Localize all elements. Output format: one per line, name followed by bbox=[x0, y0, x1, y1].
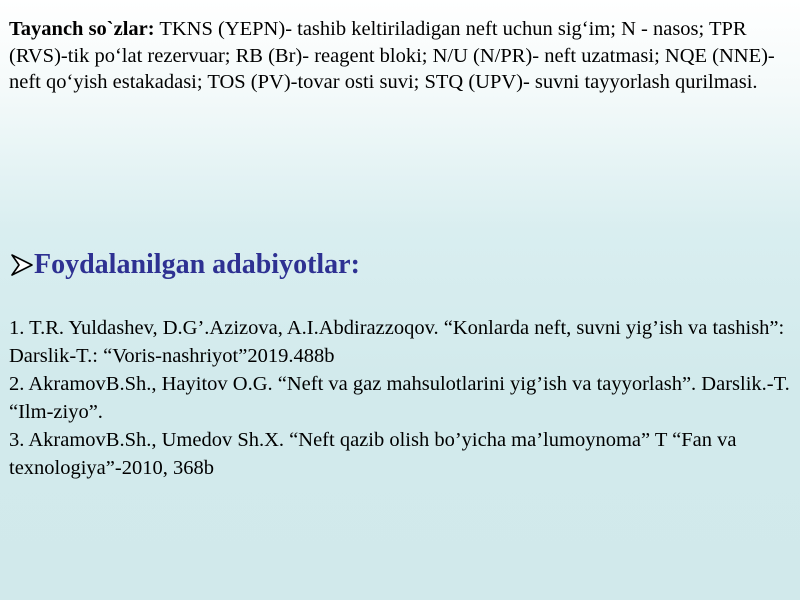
keywords-text: TKNS (YEPN)- tashib keltiriladigan neft uchun sig‘im; N - nasos; TPR (RVS)-tik po‘lat rezervuar; RB (Br)- reagent bloki; N/U (N/PR)- neft uzatmasi; NQE (NNE)-neft qo‘yish estakadasi; TOS (PV)-tovar osti suvi; STQ (UPV)- suvni tayyorlash qurilmasi. bbox=[9, 18, 775, 93]
reference-item-3: 3. AkramovB.Sh., Umedov Sh.X. “Neft qazib olish bo’yicha ma’lumoynoma” T “Fan va texnologiya”-2010, 368b bbox=[9, 429, 737, 479]
reference-item-1: 1. T.R. Yuldashev, D.G’.Azizova, A.I.Abdirazzoqov. “Konlarda neft, suvni yig’ish va tashish”: Darslik-T.: “Voris-nashriyot”2019.488b bbox=[9, 317, 785, 367]
reference-item-2: 2. AkramovB.Sh., Hayitov O.G. “Neft va gaz mahsulotlarini yig’ish va tayyorlash”. Darslik.-T. “Ilm-ziyo”. bbox=[9, 373, 790, 423]
keywords-paragraph bbox=[9, 16, 789, 96]
references-list bbox=[9, 314, 794, 482]
references-heading bbox=[10, 248, 360, 282]
references-heading-text: Foydalanilgan adabiyotlar: bbox=[34, 249, 360, 280]
arrow-bullet-icon bbox=[10, 251, 34, 279]
keywords-label: Tayanch so`zlar: bbox=[9, 18, 155, 40]
